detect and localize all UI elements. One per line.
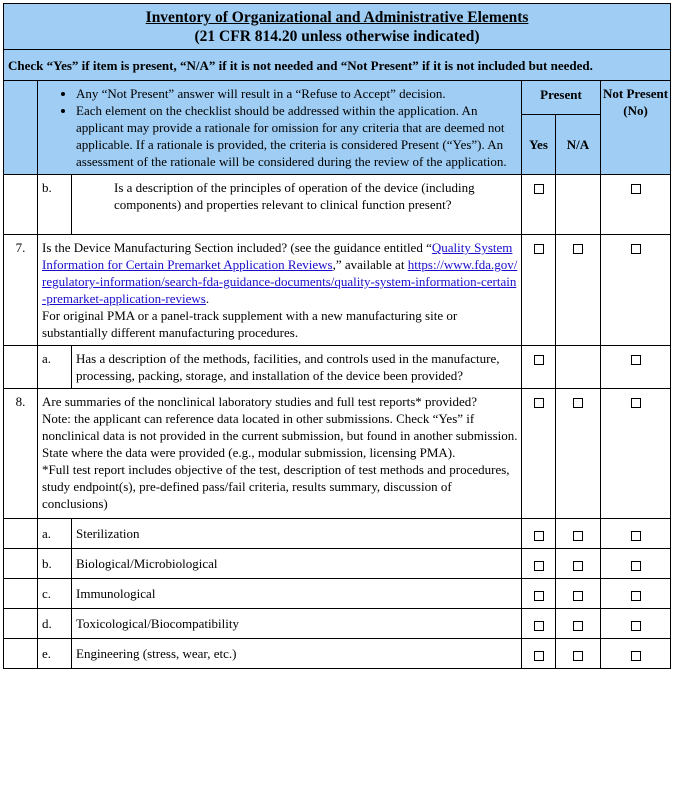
header-bullet-1: • Any “Not Present” answer will result in a “Refuse to Accept” decision. bbox=[76, 85, 517, 102]
not-present-checkbox[interactable] bbox=[631, 184, 641, 194]
item-text: Engineering (stress, wear, etc.) bbox=[72, 639, 522, 669]
title-line-2: (21 CFR 814.20 unless otherwise indicated) bbox=[194, 28, 480, 45]
full-test-report-note: *Full test report includes objective of the test, description of test methods and procedures, study endpoint(s), pre-defined pass/fail criteria, results summary, discussion of conclusions) bbox=[42, 462, 510, 511]
nonclinical-note: Note: the applicant can reference data located in other submissions. Check “Yes” if nonclinical data is not provided in the current submission, but found in another submission. State where the data were provided (e.g., modular submission, licensing PMA). bbox=[42, 411, 518, 460]
header-not-present: Not Present (No) bbox=[601, 81, 671, 175]
na-checkbox[interactable] bbox=[573, 621, 583, 631]
yes-checkbox[interactable] bbox=[534, 398, 544, 408]
header-yes: Yes bbox=[522, 115, 556, 175]
header-bullet-2: • Each element on the checklist should be addressed within the application. An applicant may provide a rationale for omission for any criteria that are deemed not applicable. If a rationale is provided, the criteria is considered Present (“Yes”). An assessment of the rationale will be considered during the review of the application. bbox=[76, 102, 517, 170]
not-present-checkbox[interactable] bbox=[631, 244, 641, 254]
yes-checkbox[interactable] bbox=[534, 591, 544, 601]
item-number: 7. bbox=[4, 235, 38, 346]
yes-checkbox[interactable] bbox=[534, 355, 544, 365]
guidance-title-link[interactable]: Quality System Information for Certain Premarket Application Reviews bbox=[42, 240, 513, 272]
na-checkbox[interactable] bbox=[573, 531, 583, 541]
header-guidance bbox=[38, 81, 522, 175]
yes-checkbox[interactable] bbox=[534, 531, 544, 541]
yes-checkbox[interactable] bbox=[534, 561, 544, 571]
item-text: Immunological bbox=[72, 579, 522, 609]
question-text: . bbox=[205, 291, 210, 306]
item-letter: d. bbox=[38, 609, 72, 639]
item-letter: a. bbox=[38, 519, 72, 549]
manufacturing-question bbox=[42, 239, 518, 307]
item-letter: e. bbox=[38, 639, 72, 669]
item-text: Toxicological/Biocompatibility bbox=[72, 609, 522, 639]
checklist bbox=[3, 3, 670, 669]
item-text bbox=[38, 389, 522, 519]
na-checkbox[interactable] bbox=[573, 244, 583, 254]
yes-checkbox[interactable] bbox=[534, 244, 544, 254]
yes-checkbox[interactable] bbox=[534, 651, 544, 661]
not-present-checkbox[interactable] bbox=[631, 531, 641, 541]
item-letter: a. bbox=[38, 346, 72, 389]
item-text: Has a description of the methods, facilities, and controls used in the manufacture, processing, packing, storage, and installation of the device been provided? bbox=[72, 346, 522, 389]
manufacturing-note: For original PMA or a panel-track supplement with a new manufacturing site or substantially different manufacturing procedures. bbox=[42, 308, 458, 340]
not-present-checkbox[interactable] bbox=[631, 355, 641, 365]
table-row bbox=[4, 519, 671, 549]
table-row bbox=[4, 235, 671, 346]
principles-question: Is a description of the principles of operation of the device (including components) and properties relevant to clinical function present? bbox=[114, 180, 475, 212]
item-text bbox=[72, 175, 522, 235]
question-text: Is the Device Manufacturing Section included? (see the guidance entitled “ bbox=[42, 240, 432, 255]
nonclinical-question: Are summaries of the nonclinical laboratory studies and full test reports* provided? bbox=[42, 394, 478, 409]
yes-checkbox[interactable] bbox=[534, 621, 544, 631]
table-row bbox=[4, 609, 671, 639]
not-present-checkbox[interactable] bbox=[631, 398, 641, 408]
item-text: Sterilization bbox=[72, 519, 522, 549]
yes-checkbox[interactable] bbox=[534, 184, 544, 194]
question-text: ,” available at bbox=[332, 257, 408, 272]
item-number: 8. bbox=[4, 389, 38, 519]
na-checkbox[interactable] bbox=[573, 561, 583, 571]
header-blank-num bbox=[4, 81, 38, 175]
title-line-1: Inventory of Organizational and Administrative Elements bbox=[145, 9, 529, 26]
item-text bbox=[38, 235, 522, 346]
not-present-checkbox[interactable] bbox=[631, 621, 641, 631]
not-present-checkbox[interactable] bbox=[631, 561, 641, 571]
item-letter: c. bbox=[38, 579, 72, 609]
not-present-checkbox[interactable] bbox=[631, 651, 641, 661]
na-checkbox[interactable] bbox=[573, 591, 583, 601]
instructions: Check “Yes” if item is present, “N/A” if it is not needed and “Not Present” if it is not included but needed. bbox=[4, 50, 671, 81]
checklist-table bbox=[3, 3, 671, 669]
table-row bbox=[4, 346, 671, 389]
not-present-checkbox[interactable] bbox=[631, 591, 641, 601]
table-row bbox=[4, 389, 671, 519]
header-na: N/A bbox=[556, 115, 601, 175]
table-row bbox=[4, 579, 671, 609]
item-letter: b. bbox=[38, 175, 72, 235]
table-row bbox=[4, 175, 671, 235]
table-title bbox=[4, 4, 671, 50]
item-letter: b. bbox=[38, 549, 72, 579]
table-row bbox=[4, 549, 671, 579]
table-row bbox=[4, 639, 671, 669]
na-checkbox[interactable] bbox=[573, 651, 583, 661]
header-present: Present bbox=[522, 81, 601, 115]
item-text: Biological/Microbiological bbox=[72, 549, 522, 579]
na-checkbox[interactable] bbox=[573, 398, 583, 408]
guidance-url-link[interactable]: https://www.fda.gov/regulatory-information/search-fda-guidance-documents/quality-system-information-certain-premarket-application-reviews bbox=[42, 257, 518, 306]
